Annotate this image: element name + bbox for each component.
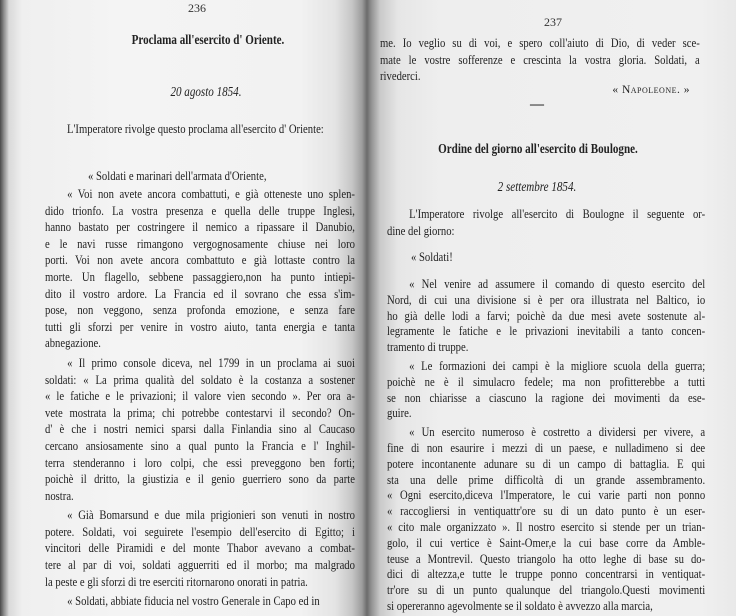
section-title: Proclama all'esercito d' Oriente. xyxy=(131,32,285,47)
separator-dash: — xyxy=(530,97,544,112)
text-line: potere incontanente adunare su di un campo di battaglia. E qui xyxy=(387,455,706,471)
text-line: teuse a Montrevil. Questo triangolo ha otto leghe di base su do- xyxy=(387,550,706,566)
text-line: hanno bastato per costringere il nemico a ripassare il Danubio, xyxy=(45,219,355,235)
text-line: vincitori delle Piramidi e del monte Thabor avevano a combat- xyxy=(45,540,355,556)
paragraph xyxy=(387,424,705,614)
text-line: dito il vostro ardore. La Francia ed il sovrano che essa s'im- xyxy=(45,285,355,301)
section-date-wrapper xyxy=(382,179,692,196)
paragraph xyxy=(387,276,705,355)
intro-text xyxy=(387,206,705,239)
text-line: me. Io veglio su di voi, e spero coll'aiuto di Dio, di veder sce- xyxy=(380,35,700,50)
text-line: se non chiarisse a ciascuno la ragione dei movimenti da ese- xyxy=(387,389,706,405)
body-text xyxy=(387,276,705,614)
text-line: d' è che i nostri nemici sparsi dalla Finlandia sino al Caucaso xyxy=(45,421,355,437)
text-line: ho già delle lodi a farvi; poichè da due mesi avete sostenute al- xyxy=(387,307,706,323)
paragraph xyxy=(387,358,705,421)
page-number: 236 xyxy=(188,1,206,15)
text-line: sta una delle prime difficoltà di un grande assembramento. xyxy=(387,471,706,487)
text-line: guire. xyxy=(387,405,412,421)
text-line: tere al par di voi, soldati agguerriti ed il morbo; ma malgrado xyxy=(45,557,355,573)
section-title-wrapper xyxy=(383,141,693,158)
text-line: dine del giorno: xyxy=(387,222,455,238)
intro-line: L'Imperatore rivolge questo proclama all'esercito d' Oriente: xyxy=(67,121,324,136)
salutation-wrapper xyxy=(411,249,657,266)
text-line: fine di non esaurire i mezzi di un paese, e nulladimeno si dee xyxy=(387,439,706,455)
paragraph xyxy=(380,35,700,85)
text-line: golo, il cui vertice è Saint-Omer,e la cui base corre da Amble- xyxy=(387,534,706,550)
text-line: Nord, di cui una divisione si è per ora illustrata nel Baltico, io xyxy=(387,291,706,307)
text-line: « Un esercito numeroso è costretto a dividersi per vivere, a xyxy=(409,424,706,440)
signature: « Napoleone. » xyxy=(612,84,690,96)
text-line: dido trionfo. La vostra presenza e quella delle truppe Inglesi, xyxy=(45,202,355,218)
text-line: « Nel venire ad assumere il comando di questo esercito del xyxy=(409,276,706,291)
text-line: terra stenderanno i loro colpi, che essi preveggono ben forti; xyxy=(45,454,355,470)
text-line: cercano ansiosamente sino a qual punto la Francia e l' Inghil- xyxy=(45,437,355,453)
text-line: « raccogliersi in ventiquattr'ore su di un dato punto è un eser- xyxy=(387,503,706,519)
text-line: « Il primo console diceva, nel 1799 in un proclama ai suoi xyxy=(67,354,355,370)
text-line: tr'ore su di un punto qualunque del triangolo.Questi movimenti xyxy=(387,582,706,598)
text-line: morte. Un flagello, sebbene passaggiero,non ha punto intiepi- xyxy=(45,268,355,284)
text-line: e le navi russe rimangono vergognosamente chiuse nei loro xyxy=(45,235,355,251)
text-line: dici di altezza,e tutte le truppe ponno concentrarsi in ventiquat- xyxy=(387,566,706,582)
text-line: pose, non veggono, senza profonda emozione, e senza fare xyxy=(45,302,355,318)
section-date: 2 settembre 1854. xyxy=(497,179,577,194)
text-line: « Già Bomarsund e due mila prigionieri son venuti in nostro xyxy=(67,507,355,523)
text-line: tramento di truppe. xyxy=(387,339,469,355)
section-date: 20 agosto 1854. xyxy=(170,84,242,99)
text-line: soldati: « La prima qualità del soldato è la costanza a sostener xyxy=(45,371,355,387)
text-line: mate le vostre sofferenze e crescinta la vostra gloria. Soldati, a xyxy=(380,51,700,67)
text-line: « Ogni esercito,diceva l'Imperatore, le cui varie parti non ponno xyxy=(387,487,706,503)
text-line: abnegazione. xyxy=(45,335,101,351)
text-line: potere. Soldati, voi seguirete l'esempio dell'esercito di Egitto; i xyxy=(45,523,355,539)
paragraph xyxy=(387,206,705,239)
salutation: « Soldati e marinari dell'armata d'Oriente, xyxy=(88,168,267,183)
text-line: porti. Voi non avete ancora combattuto e già lottaste contro la xyxy=(45,252,355,268)
text-line: tutti gli sforzi per venire in vostro aiuto, tanta energia e tanta xyxy=(45,318,355,334)
text-line: poichè il dritto, la giustizia e il genio guerriero sono da parte xyxy=(45,471,355,487)
text-line: L'Imperatore rivolge all'esercito di Boulogne il seguente or- xyxy=(409,206,706,221)
text-line: vete mostrata la prima; chi potrebbe contestarvi il secondo? On- xyxy=(45,404,355,420)
continuation-text xyxy=(380,35,700,85)
text-line: poichè ne è il simulacro fedele; ma non profitterebbe a tutti xyxy=(387,373,706,389)
salutation: « Soldati! xyxy=(411,249,453,264)
text-line: legramente le fatiche e le privazioni inevitabili a tanto concen- xyxy=(387,323,706,339)
text-line: « Soldati, abbiate fiducia nel vostro Generale in Capo ed in xyxy=(67,593,320,609)
page-number: 237 xyxy=(544,15,562,29)
text-line: nostra. xyxy=(45,487,74,503)
text-line: rivederci. xyxy=(380,68,421,84)
text-line: « Voi non avete ancora combattuti, e già otteneste uno splen- xyxy=(67,186,355,201)
text-line: si opereranno agevolmente se il soldato è avvezzo alla marcia, xyxy=(387,597,653,613)
section-title: Ordine del giorno all'esercito di Boulogne. xyxy=(438,141,638,156)
text-line: « Le formazioni dei campi è la migliore scuola della guerra; xyxy=(409,357,706,373)
text-line: « le fatiche e le privazioni; il valore vien secondo ». Per ora a- xyxy=(45,388,355,404)
text-line: « cito male organizzato ». Il nostro esercito si stende per un trian- xyxy=(387,518,706,534)
text-line: la peste e gli sforzi di tre eserciti ritornarono onorati in patria. xyxy=(45,573,308,589)
